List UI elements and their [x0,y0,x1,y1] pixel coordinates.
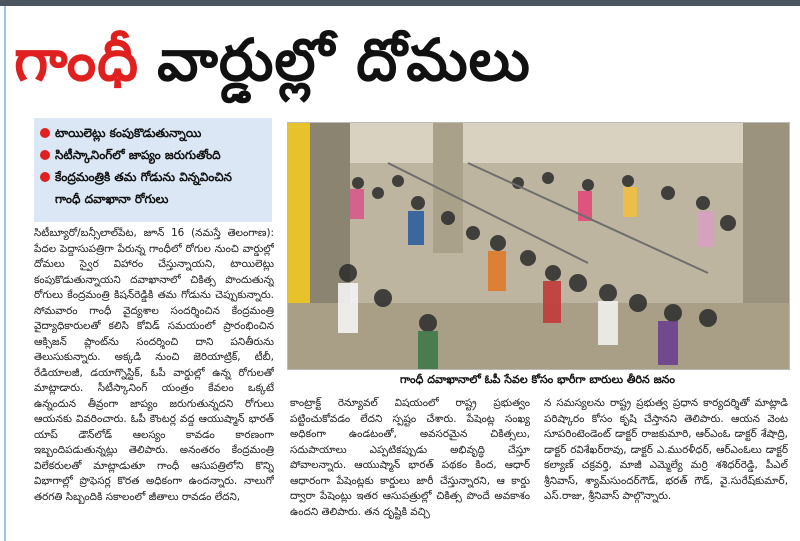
article-text: న సమస్యలను రాష్ట్ర ప్రభుత్వ ప్రధాన కార్యదర్శితో మాట్లాడి పరిష్కారం కోసం కృషి చేస్తానని తెలిపారు. ఆయన వెంట సూపరింటెండెంట్ డాక్టర్ రాజకుమారి, ఆర్ఎంఓ డాక్టర్ శేషాద్రి, డాక్టర్ రవిశేఖర్‌రావు, డాక్టర్ ఎ.మురళీధర్, ఆర్ఎంఓలు డాక్టర్ కల్యాణ్ చక్రవర్తి, మాజీ ఎమ్మెల్యే మర్రి శశిధర్‌రెడ్డి, పీఎల్ శ్రీనివాస్, శ్యామ్‌సుందర్‌గౌడ్, భరత్ గౌడ్, వై.సురేష్‌కుమార్, ఎస్.రాజు, శ్రీనివాస్ పాల్గొన్నారు. [544,397,788,502]
bullet-dot-icon [40,172,50,182]
bullet-text: టాయిలెట్లు కంపుకొడుతున్నాయి [55,126,202,140]
bullet-text: కేంద్రమంత్రికి తమ గోడును విన్నవించిన [55,170,232,184]
column-rule [4,6,6,541]
bullet-item-continued [40,188,266,210]
summary-bullets [34,118,272,222]
headline [14,14,790,106]
bullet-item [40,166,266,188]
headline-red-word: గాంధీ [14,26,140,94]
article-text: కాంట్రాక్ట్ రెన్యూవల్ విషయంలో రాష్ట్ర ప్రభుత్వం పట్టించుకోవడం లేదని స్పష్టం చేశారు. పేషెంట్ల సంఖ్య అధికంగా ఉండటంతో, అవసరమైన చికిత్సలు, సదుపాయాలు ఎప్పటికప్పుడు అభివృద్ధి చేస్తూ పోవాలన్నారు. ఆయుష్మాన్ భారత్ పథకం కింద, ఆధార్ ఆధారంగా పేషెంట్లకు కార్డులు జారీ చేస్తున్నారని, ఆ కార్డు ద్వారా పేషెంట్లు ఇతర ఆసుపత్రుల్లో చికిత్స పొందే అవకాశం ఉందని తెలిపారు. తన దృష్టికి వచ్చి [290,397,530,518]
crowd-photo [287,122,790,370]
photo-caption: గాంధీ దవాఖానాలో ఓపీ సేవల కోసం భారీగా బారులు తీరిన జనం [400,373,675,386]
headline-black-words: వార్డుల్లో దోమలు [157,26,531,94]
article-column-3 [544,396,788,538]
page-top-bar [0,0,800,6]
article-text: సిటీబ్యూరో/బన్సీలాల్‌పేట, జూన్ 16 (నమస్తే తెలంగాణ): పేదల పెద్దాసుపత్రిగా పేరున్న గాంధీలో రోగుల నుంచి వార్డుల్లో దోమలు స్వైర విహారం చేస్తున్నాయని, టాయిలెట్లు కంపుకొడుతున్నాయని దవాఖానాలో చికిత్స పొందుతున్న రోగులు కేంద్రమంత్రి కిషన్‌రెడ్డికి తమ గోడును చెప్పుకున్నారు. సోమవారం గాంధీ వైద్యశాల సందర్శించిన కేంద్రమంత్రి వైద్యాధికారులతో కలిసి కోవిడ్ సమయంలో ప్రారంభించిన ఆక్సిజన్ ప్లాంట్‌ను సందర్శించి దాని పనితీరును తెలుసుకున్నారు. అక్కడి నుంచి జెరియాట్రిక్, టీబీ, రేడియాలజీ, డయాగ్నొస్టిక్, ఓపీ వార్డుల్లో ఉన్న రోగులతో మాట్లాడారు. సీటీస్కానింగ్ యంత్రం కేవలం ఒక్కటే ఉన్నందున తీవ్రంగా జాప్యం జరుగుతున్నదని రోగులు ఆయనకు వివరించారు. ఓపీ కౌంటర్ల వద్ద ఆయుష్మాన్ భారత్ యాప్ డౌన్‌లోడ్ ఆలస్యం కావడం కారణంగా ఇబ్బందిపడుతున్నట్లు తెలిపారు. అనంతరం కేంద్రమంత్రి విలేకరులతో మాట్లాడుతూ గాంధీ ఆసుపత్రిలోని కొన్ని విభాగాల్లో ప్రొఫెసర్ల కొరత అధికంగా ఉందన్నారు. నాలుగో తరగతి సిబ్బందికి సకాలంలో జీతాలు రావడం లేదని, [34,227,274,503]
bullet-item [40,144,266,166]
article-column-1 [34,226,274,538]
bullet-item [40,122,266,144]
bullet-dot-icon [40,128,50,138]
crowd-photo-image [288,123,789,369]
bullet-dot-icon [40,150,50,160]
bullet-text: సిటీస్కానింగ్‌లో జాప్యం జరుగుతోంది [55,148,221,162]
article-column-2 [290,396,530,538]
bullet-text: గాంధీ దవాఖానా రోగులు [55,192,169,206]
